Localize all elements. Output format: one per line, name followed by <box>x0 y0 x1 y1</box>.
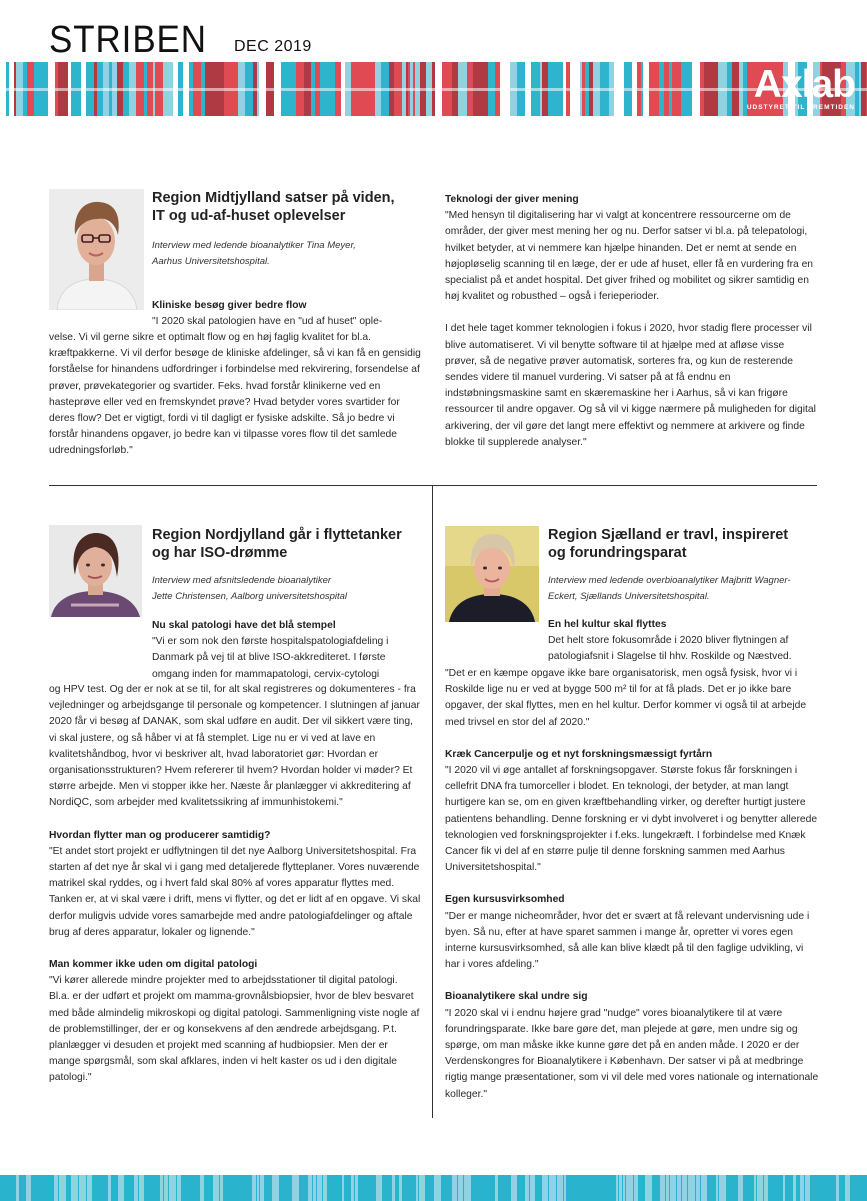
footer-stripe-bar <box>239 1175 241 1201</box>
footer-stripe-bar <box>20 1175 25 1201</box>
footer-stripe-bar <box>830 1175 835 1201</box>
footer-stripe-bar <box>154 1175 156 1201</box>
footer-stripe-bar <box>708 1175 715 1201</box>
footer-stripe-bar <box>567 1175 574 1201</box>
footer-stripe-bar <box>6 1175 10 1201</box>
footer-stripe-bar <box>187 1175 193 1201</box>
footer-stripe-bar <box>112 1175 117 1201</box>
footer-stripe-bar <box>280 1175 287 1201</box>
paragraph: "Der er mange nicheområder, hvor det er svært at få relevant undervisning ude i byen. Så nu, efter at have sparet sammen i mange år, opretter vi vores egen interne kursusvirksomhed, så alle kan blive klædt på til den faglige udvikling, vi har i vores afdeling." <box>445 910 810 971</box>
footer-stripe-bar <box>585 1175 589 1201</box>
footer-stripe-bar <box>351 1175 354 1201</box>
footer-stripe-bar <box>499 1175 506 1201</box>
footer-stripe-bar <box>616 1175 618 1201</box>
subheading: Teknologi der giver mening <box>445 194 579 205</box>
footer-stripe-bar <box>769 1175 775 1201</box>
paragraph: "Vi er som nok den første hospitalspatologiafdeling i Danmark på vej til at blive ISO-akkrediteret. I første omgang inden for mammapatologi, cervix-cytologi <box>152 636 389 680</box>
footer-stripe-bar <box>376 1175 382 1201</box>
footer-stripe-bar <box>452 1175 457 1201</box>
headline-line: IT og ud-af-huset oplevelser <box>152 208 346 224</box>
footer-stripe-bar <box>118 1175 124 1201</box>
footer-stripe-bar <box>59 1175 66 1201</box>
footer-stripe-bar <box>776 1175 782 1201</box>
footer-stripe-bar <box>594 1175 596 1201</box>
footer-stripe-bar <box>220 1175 223 1201</box>
portrait-tina-meyer <box>49 189 144 310</box>
footer-stripe-bar <box>666 1175 669 1201</box>
footer-stripe-bar <box>331 1175 335 1201</box>
footer-stripe-bar <box>317 1175 322 1201</box>
footer-stripe-bar <box>805 1175 810 1201</box>
footer-stripe-bar <box>169 1175 176 1201</box>
footer-stripe-bar <box>677 1175 681 1201</box>
footer-stripe-bar <box>342 1175 344 1201</box>
footer-stripe-bar <box>645 1175 652 1201</box>
footer-stripe-bar <box>536 1175 541 1201</box>
footer-stripe-bar <box>754 1175 756 1201</box>
nordjylland-body <box>49 682 421 1087</box>
footer-stripe-bar <box>449 1175 451 1201</box>
footer-stripe-bar <box>800 1175 804 1201</box>
footer-stripe-bar <box>413 1175 415 1201</box>
footer-stripe-bar <box>797 1175 799 1201</box>
footer-stripe-bar <box>336 1175 341 1201</box>
subheading: Egen kursusvirksomhed <box>445 894 565 906</box>
footer-stripe-bar <box>96 1175 101 1201</box>
paragraph: "I 2020 skal vi i endnu højere grad "nudge" vores bioanalytikere til at være forundringsparate. Ikke bare gøre det, man plejede at gøre, men undre sig og spørge, om man måske ikke kunne gøre det på en anden måde. I 2020 er der Verdenskongres for Bioanalytikere i København. Der satser vi på at medbringe rigtig mange præsentationer, som vi vil dele med vores nationale og internationale kolleger." <box>445 1007 819 1100</box>
sjaelland-headline <box>548 526 818 562</box>
footer-stripe-bar <box>71 1175 78 1201</box>
footer-stripe-bar <box>822 1175 824 1201</box>
midtjylland-byline <box>152 238 422 270</box>
footer-stripe-bar <box>79 1175 86 1201</box>
footer-stripe-bar <box>426 1175 433 1201</box>
footer-stripe-bar <box>182 1175 186 1201</box>
footer-stripe-bar <box>549 1175 556 1201</box>
footer-stripe-bar <box>688 1175 695 1201</box>
byline-line: Interview med afsnitsledende bioanalytiker <box>152 575 332 586</box>
footer-stripe-bar <box>657 1175 659 1201</box>
footer-stripe-bar <box>125 1175 127 1201</box>
headline-line: Region Sjælland er travl, inspireret <box>548 527 789 543</box>
footer-stripe-bar <box>205 1175 207 1201</box>
paragraph: I det hele taget kommer teknologien i fokus i 2020, hvor stadig flere processer vil blive automatiseret. Vi vil benytte software til at hjælpe med at afløse visse prøver, så de negative prøver automatisk, sorteres fra, og kun de resterende sendes videre til manuel vurdering. Vi satser på at få endnu en indstøbningsmaskine samt en skæremaskine her i Aarhus, så vi kan frigøre ressourcer til andre opgaver. Og så vil vi kigge nærmere på muligheden for digital arkivering, der vil gøre det langt mere effektivt og nemmere at arkivere og finde blokke til supplerede analyser." <box>445 323 816 448</box>
paragraph: "Vi kører allerede mindre projekter med to arbejdsstationer til digital patologi. Bl.a. er der udført et projekt om mamma-grovnålsbiopsier, hvor de blev besvaret med både almindelig mikroskopi og digital patologi. Sammenligning viste nogle af de problemstillinger, der er og konsekvens af den ændrede arbejdsgang. P.t. planlægger vi desuden et projekt med scanning af hudbiopsier. Men der er mange spørgsmål, som skal afklares, inden vi helt kaster os ud i den digitale patologi." <box>49 975 420 1084</box>
footer-stripe-bar <box>564 1175 566 1201</box>
footer-stripe-bar <box>606 1175 612 1201</box>
footer-stripe-bar <box>580 1175 584 1201</box>
footer-stripe-bar <box>653 1175 656 1201</box>
footer-stripe-bar <box>597 1175 600 1201</box>
footer-stripe-bar <box>355 1175 358 1201</box>
footer-stripe-bar <box>590 1175 593 1201</box>
footer-stripe-bar <box>54 1175 58 1201</box>
footer-stripe-bar <box>660 1175 665 1201</box>
paragraph: "Et andet stort projekt er udflytningen til det nye Aalborg Universitetshospital. Fra starten af det nye år skal vi i gang med detaljerede flytteplaner. Vores nuværende matrikel skal ryddes, og i hvert fald skal 80% af vores apparatur flyttes med. Tanken er, at vi skal være i drift, mens vi flytter, og det er lidt af en opgave. Vi skal derfor muligvis udvide vores samarbejde med andre patologiafdelinger og aftale brug af deres apparatur, lokaler og lignende." <box>49 845 421 938</box>
footer-stripe-bar <box>383 1175 388 1201</box>
footer-stripe-bar <box>177 1175 181 1201</box>
footer-stripe-band <box>0 1175 867 1201</box>
footer-stripe-bar <box>747 1175 753 1201</box>
subheading: Hvordan flytter man og producerer samtidig? <box>49 829 271 841</box>
paragraph: "Det er en kæmpe opgave ikke bare organisatorisk, men også fysisk, hvor vi i Roskilde lige nu er ved at bygge 500 m² til for at få plads. Det er jo ikke bare opgaver, der skal flyttes, men en hel kultur. Derfor kommer vi også til at arbejde med trivsel en stor del af 2020." <box>445 668 807 728</box>
footer-stripe-bar <box>345 1175 350 1201</box>
footer-stripe-bar <box>288 1175 291 1201</box>
footer-stripe-bar <box>490 1175 494 1201</box>
footer-stripe-bar <box>738 1175 743 1201</box>
footer-stripe-bar <box>626 1175 633 1201</box>
portrait-jette-christensen <box>49 525 142 617</box>
footer-stripe-bar <box>399 1175 402 1201</box>
paragraph: Det helt store fokusområde i 2020 bliver flytningen af patologiafsnit i Slagelse til hhv. Roskilde og Næstved. <box>548 635 792 663</box>
sjaelland-byline: Interview med ledende overbioanalytiker Majbritt Wagner-Eckert, Sjællands Universitetshospital. <box>548 575 791 602</box>
footer-stripe-bar <box>786 1175 792 1201</box>
column-divider <box>432 486 433 1118</box>
footer-stripe-bar <box>194 1175 199 1201</box>
footer-stripe-bar <box>87 1175 92 1201</box>
footer-stripe-bar <box>670 1175 676 1201</box>
footer-stripe-bar <box>825 1175 829 1201</box>
footer-stripe-bar <box>458 1175 463 1201</box>
footer-stripe-bar <box>265 1175 271 1201</box>
footer-stripe-bar <box>11 1175 15 1201</box>
footer-stripe-bar <box>419 1175 425 1201</box>
footer-stripe-bar <box>731 1175 737 1201</box>
footer-stripe-bar <box>601 1175 605 1201</box>
footer-stripe-bar <box>863 1175 867 1201</box>
footer-stripe-bar <box>840 1175 844 1201</box>
footer-stripe-bar <box>464 1175 471 1201</box>
footer-stripe-bar <box>727 1175 730 1201</box>
footer-stripe-bar <box>836 1175 839 1201</box>
footer-stripe-bar <box>157 1175 159 1201</box>
headline-line: og har ISO-drømme <box>152 545 288 561</box>
footer-stripe-bar <box>37 1175 39 1201</box>
footer-stripe-bar <box>416 1175 418 1201</box>
footer-stripe-bar <box>292 1175 299 1201</box>
headline-line: Region Nordjylland går i flyttetanker <box>152 527 402 543</box>
nordjylland-byline <box>152 573 422 605</box>
masthead-title: STRIBEN <box>49 19 207 61</box>
section-divider <box>49 485 817 486</box>
footer-stripe-bar <box>164 1175 168 1201</box>
footer-stripe-bar <box>757 1175 763 1201</box>
footer-stripe-bar <box>260 1175 264 1201</box>
subheading: En hel kultur skal flyttes <box>548 619 667 630</box>
footer-stripe-bar <box>623 1175 625 1201</box>
footer-stripe-bar <box>701 1175 707 1201</box>
paragraph: velse. Vi vil gerne sikre et optimalt flow og en høj faglig kvalitet for bl.a. kræftpakkerne. Vi vil derfor besøge de kliniske afdelinger, så vi kan få en gensidig forståelse for hinandens udfordringer i forbindelse med rekvirering, forsendelse af prøver, prøvekategorier og svartider. Feks. hvad forstår klinikerne ved en hasteprøve eller ved en fremskyndet prøve? Hvad betyder vores svartider for deres flow? Det er vigtigt, fordi vi til dagligt er fysiske adskilte. Så jo bedre vi forstår hinandens opgaver, jo bedre kan vi tilpasse vores flow til det samlede udredningsforløb." <box>49 332 421 457</box>
footer-stripe-bar <box>365 1175 372 1201</box>
footer-stripe-bar <box>634 1175 638 1201</box>
footer-stripe-bar <box>139 1175 144 1201</box>
sjaelland-intro <box>548 617 820 666</box>
footer-stripe-bar <box>744 1175 746 1201</box>
footer-stripe-bar <box>434 1175 441 1201</box>
paragraph: "Med hensyn til digitalisering har vi valgt at koncentrere ressourcerne om de områder, der giver mest mening her og nu. Derfor satser vi bl.a. på telepatologi, hvilket betyder, at vi nemmere kan hjælpe hinanden. Det er nemt at sende en højopløselig scanning til en læge, der er ude af huset, eller få en vurdering fra en specialist på et andet hospital. Det giver frihed og mobilitet og sikrer samtidig en høj kvalitet og robusthed – også i ferieperioder. <box>445 210 814 303</box>
sjaelland-body <box>445 666 821 1103</box>
footer-stripe-bar <box>148 1175 150 1201</box>
footer-stripe-bar <box>145 1175 147 1201</box>
byline-line: Aarhus Universitetshospital. <box>152 256 270 267</box>
subheading: Kræk Cancerpulje og et nyt forskningsmæssigt fyrtårn <box>445 748 713 760</box>
footer-stripe-bar <box>818 1175 821 1201</box>
footer-stripe-bar <box>696 1175 700 1201</box>
midtjylland-intro <box>152 298 420 330</box>
footer-stripe-bar <box>32 1175 36 1201</box>
byline-line: Interview med ledende bioanalytiker Tina Meyer, <box>152 240 356 251</box>
footer-stripe-bar <box>542 1175 548 1201</box>
footer-stripe-bar <box>851 1175 854 1201</box>
footer-stripe-bar <box>160 1175 163 1201</box>
footer-stripe-bar <box>323 1175 327 1201</box>
logo-tagline: UDSTYRET TIL FREMTIDEN <box>746 104 855 111</box>
footer-stripe-bar <box>682 1175 687 1201</box>
paragraph: "I 2020 skal patologien have en "ud af huset" ople- <box>152 316 383 328</box>
footer-stripe-bar <box>67 1175 70 1201</box>
footer-stripe-bar <box>308 1175 312 1201</box>
headline-line: og forundringsparat <box>548 545 687 561</box>
footer-stripe-bar <box>619 1175 622 1201</box>
footer-stripe-bar <box>0 1175 5 1201</box>
subheading: Man kommer ikke uden om digital patologi <box>49 959 258 971</box>
paragraph: "I 2020 vil vi øge antallet af forskningsopgaver. Største fokus får forskningen i cellefrit DNA fra tumorceller i blodet. En teknologi, der betyder, at man langt hurtigere kan se, om en given kræftbehandling virker, og derefter hurtigt justere patientens behandling. Denne forskning er vi dybt involveret i og benytter allerede teknologien ved forskningsprojekter i f.eks. lungekræft. I forbindelse med Knæk Cancer fik vi del af en større pulje til denne forskning sammen med Aarhus Universitetshospital." <box>445 765 818 874</box>
footer-stripe-bar <box>102 1175 107 1201</box>
footer-stripe-bar <box>213 1175 219 1201</box>
nordjylland-intro <box>152 618 420 683</box>
footer-stripe-bar <box>575 1175 579 1201</box>
footer-stripe-bar <box>613 1175 615 1201</box>
footer-stripe-bar <box>131 1175 133 1201</box>
footer-stripe-bar <box>511 1175 517 1201</box>
logo-wordmark: Axlab <box>753 63 855 106</box>
midtjylland-body-left <box>49 330 422 460</box>
footer-stripe-bar <box>249 1175 251 1201</box>
footer-stripe-bar <box>530 1175 535 1201</box>
footer-stripe-bar <box>855 1175 862 1201</box>
footer-stripe-bar <box>557 1175 563 1201</box>
footer-stripe-bar <box>442 1175 448 1201</box>
footer-stripe-bar <box>392 1175 395 1201</box>
subheading: Kliniske besøg giver bedre flow <box>152 300 307 311</box>
subheading: Bioanalytikere skal undre sig <box>445 991 588 1003</box>
footer-stripe-bar <box>719 1175 726 1201</box>
footer-stripe-bar <box>495 1175 498 1201</box>
midtjylland-body-right <box>445 192 819 451</box>
axlab-logo <box>703 63 855 111</box>
footer-stripe-bar <box>227 1175 233 1201</box>
footer-stripe-bar <box>252 1175 256 1201</box>
footer-stripe-bar <box>51 1175 53 1201</box>
masthead-date: DEC 2019 <box>234 38 312 55</box>
footer-stripe-bar <box>257 1175 259 1201</box>
footer-stripe-bar <box>208 1175 212 1201</box>
footer-stripe-bar <box>242 1175 248 1201</box>
footer-stripe-bar <box>45 1175 50 1201</box>
footer-stripe-bar <box>328 1175 330 1201</box>
footer-stripe-bar <box>476 1175 482 1201</box>
nordjylland-headline <box>152 526 422 562</box>
footer-stripe-bar <box>200 1175 204 1201</box>
headline-line: Region Midtjylland satser på viden, <box>152 190 395 206</box>
footer-stripe-bar <box>300 1175 307 1201</box>
footer-stripe-bar <box>359 1175 364 1201</box>
footer-stripe-bar <box>272 1175 279 1201</box>
footer-stripe-bar <box>483 1175 489 1201</box>
footer-stripe-bar <box>716 1175 718 1201</box>
footer-stripe-bar <box>639 1175 644 1201</box>
footer-stripe-bar <box>507 1175 510 1201</box>
footer-stripe-bar <box>151 1175 153 1201</box>
footer-stripe-bar <box>16 1175 19 1201</box>
footer-stripe-bar <box>525 1175 529 1201</box>
footer-stripe-bar <box>93 1175 95 1201</box>
footer-stripe-bar <box>845 1175 850 1201</box>
footer-stripe-bar <box>472 1175 475 1201</box>
footer-stripe-bar <box>409 1175 412 1201</box>
footer-stripe-bar <box>128 1175 130 1201</box>
footer-stripe-bar <box>134 1175 138 1201</box>
footer-stripe-bar <box>40 1175 44 1201</box>
byline-line: Jette Christensen, Aalborg universitetshospital <box>152 591 348 602</box>
portrait-majbritt-wagner-eckert <box>445 526 539 622</box>
footer-stripe-bar <box>373 1175 375 1201</box>
footer-stripe-bar <box>764 1175 768 1201</box>
footer-stripe-bar <box>234 1175 238 1201</box>
footer-stripe-bar <box>793 1175 796 1201</box>
footer-stripe-bar <box>313 1175 316 1201</box>
footer-stripe-bar <box>783 1175 785 1201</box>
footer-stripe-bar <box>224 1175 226 1201</box>
footer-stripe-bar <box>811 1175 817 1201</box>
footer-stripe-bar <box>26 1175 31 1201</box>
paragraph: og HPV test. Og der er nok at se til, for alt skal registreres og dokumenteres - fra vejledninger og arbejdsgange til personale og kompetencer. I slutningen af januar 2020 får vi besøg af DANAK, som skal udføre en audit. Der vil sikkert være ting, vi skal justere, og så håber vi at få stemplet. Lige nu er vi ved at lave en kvalitetshåndbog, hvor vi beskriver alt, hvad laboratoriet gør: Hvordan er organisationsstrukturen? Hvem refererer til hvem? Hvordan holder vi møder? Et større arbejde. Men vi stopper ikke her. Næste år planlægger vi akkreditering af NordiQC, som arbejder med kvalitetssikring af immunhistokemi." <box>49 684 420 809</box>
footer-stripe-bar <box>396 1175 398 1201</box>
midtjylland-headline <box>152 189 422 225</box>
footer-stripe-bar <box>389 1175 391 1201</box>
subheading: Nu skal patologi have det blå stempel <box>152 620 336 631</box>
footer-stripe-bar <box>518 1175 524 1201</box>
footer-stripe-bar <box>108 1175 111 1201</box>
footer-stripe-bar <box>403 1175 408 1201</box>
